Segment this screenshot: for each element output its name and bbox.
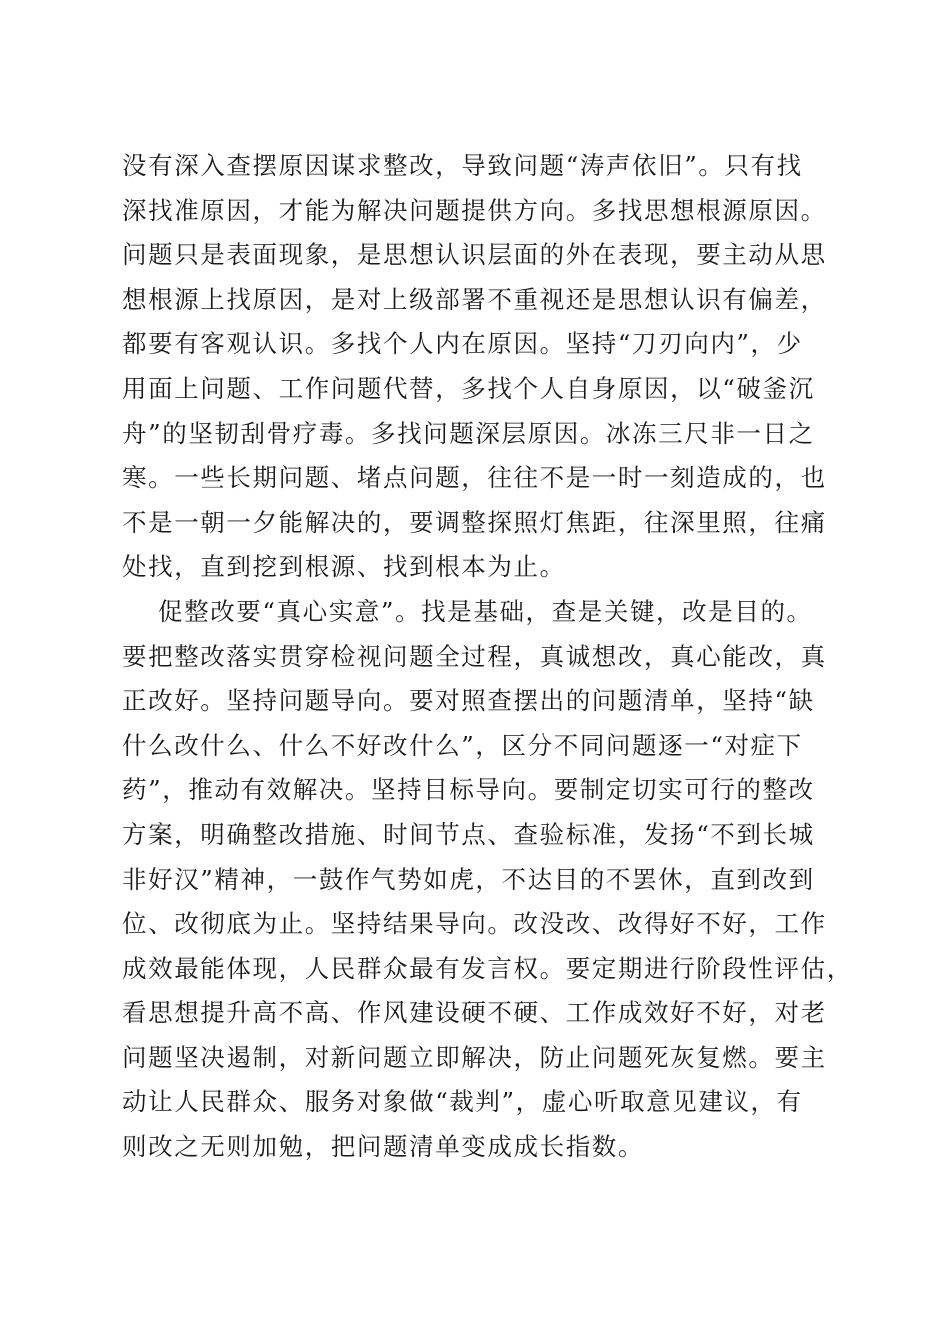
text-line: 舟”的坚韧刮骨疗毒。多找问题深层原因。冰冻三尺非一日之 bbox=[122, 418, 815, 448]
text-line: 深找准原因，才能为解决问题提供方向。多找思想根源原因。 bbox=[122, 195, 827, 225]
document-body bbox=[122, 144, 853, 1170]
text-line: 看思想提升高不高、作风建设硬不硬、工作成效好不好，对老 bbox=[122, 998, 827, 1028]
text-line: 想根源上找原因，是对上级部署不重视还是思想认识有偏差， bbox=[122, 284, 827, 314]
text-line: 都要有客观认识。多找个人内在原因。坚持“刀刃向内”，少 bbox=[122, 329, 803, 359]
text-line: 不是一朝一夕能解决的，要调整探照灯焦距，往深里照，往痛 bbox=[122, 507, 827, 537]
text-line: 什么改什么、什么不好改什么”，区分不同问题逐一“对症下 bbox=[122, 730, 803, 760]
text-line: 没有深入查摆原因谋求整改，导致问题“涛声依旧”。只有找 bbox=[122, 151, 803, 180]
text-line: 要把整改落实贯穿检视问题全过程，真诚想改，真心能改，真 bbox=[122, 641, 827, 671]
text-line: 药”，推动有效解决。坚持目标导向。要制定切实可行的整改 bbox=[122, 775, 815, 805]
text-line: 正改好。坚持问题导向。要对照查摆出的问题清单，坚持“缺 bbox=[122, 686, 815, 716]
paragraph-2 bbox=[122, 590, 853, 1170]
paragraph-1 bbox=[122, 144, 842, 590]
text-line: 寒。一些长期问题、堵点问题，往往不是一时一刻造成的，也 bbox=[122, 463, 827, 493]
text-line: 非好汉”精神，一鼓作气势如虎，不达目的不罢休，直到改到 bbox=[122, 864, 815, 894]
text-line: 成效最能体现，人民群众最有发言权。要定期进行阶段性评估， bbox=[122, 953, 853, 983]
text-line: 促整改要“真心实意”。找是基础，查是关键，改是目的。 bbox=[158, 596, 813, 626]
text-line: 问题只是表面现象，是思想认识层面的外在表现，要主动从思 bbox=[122, 240, 827, 270]
text-line: 位、改彻底为止。坚持结果导向。改没改、改得好不好，工作 bbox=[122, 909, 827, 939]
text-line: 则改之无则加勉，把问题清单变成成长指数。 bbox=[122, 1132, 644, 1162]
text-line: 方案，明确整改措施、时间节点、查验标准，发扬“不到长城 bbox=[122, 819, 815, 849]
text-line: 问题坚决遏制，对新问题立即解决，防止问题死灰复燃。要主 bbox=[122, 1042, 827, 1072]
text-line: 处找，直到挖到根源、找到根本为止。 bbox=[122, 552, 566, 582]
text-line: 用面上问题、工作问题代替，多找个人自身原因，以“破釜沉 bbox=[122, 373, 815, 403]
text-line: 动让人民群众、服务对象做“裁判”，虚心听取意见建议，有 bbox=[122, 1087, 803, 1117]
